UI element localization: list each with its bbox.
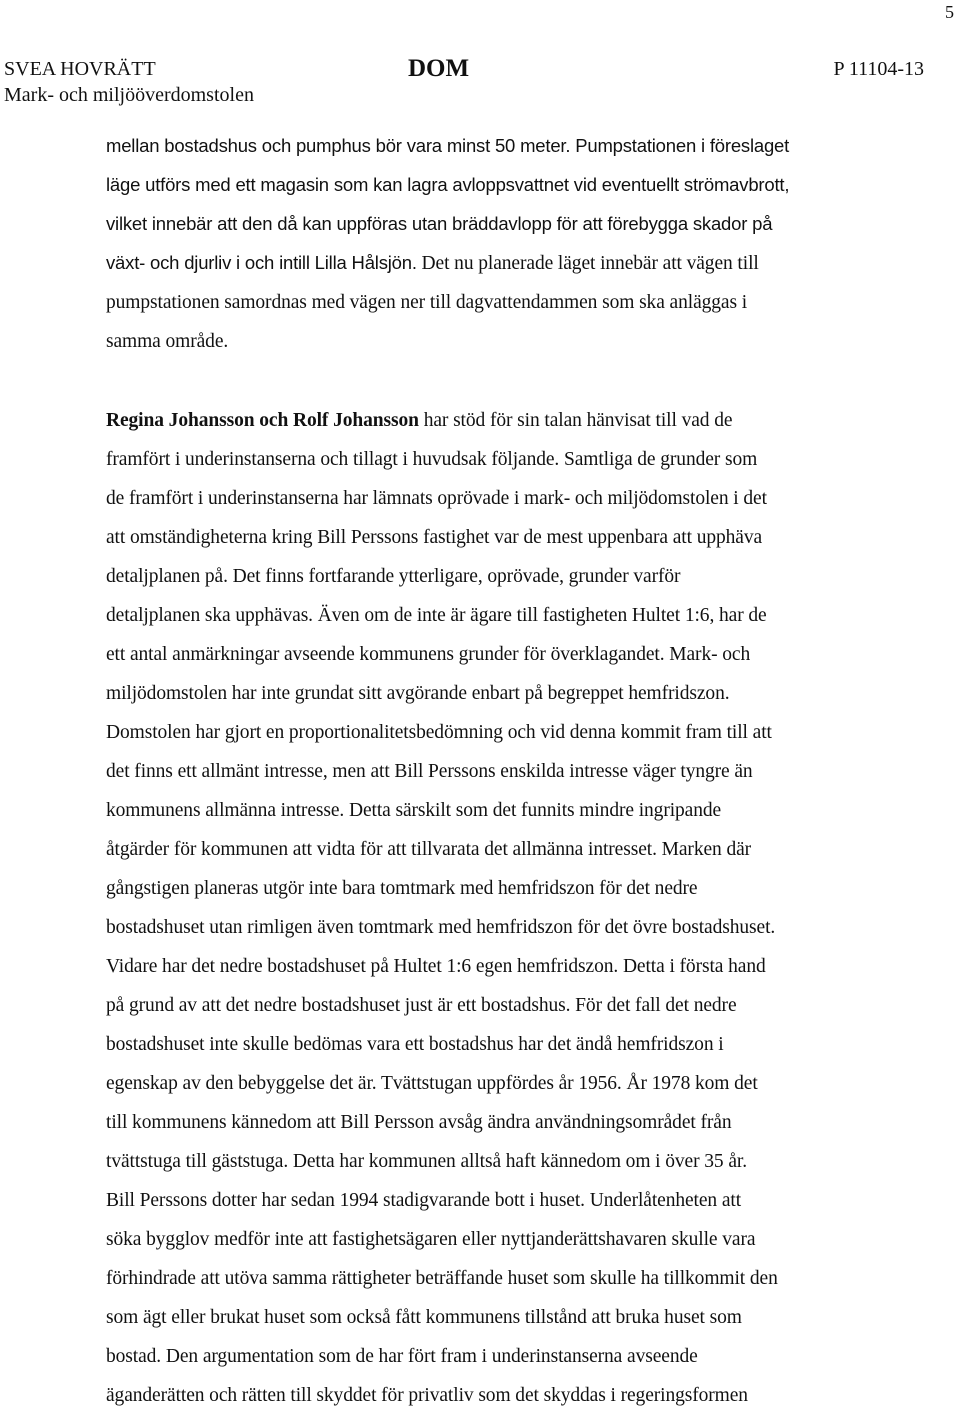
text-line: äganderätten och rätten till skyddet för privatliv som det skyddas i regeringsformen [106, 1385, 748, 1406]
text-line: tvättstuga till gäststuga. Detta har kommunen alltså haft kännedom om i över 35 år. [106, 1151, 748, 1172]
text-line: gångstigen planeras utgör inte bara tomtmark med hemfridszon för det nedre [106, 878, 698, 899]
text-line: samma område. [106, 331, 229, 352]
text-line: att omständigheterna kring Bill Perssons fastighet var de mest uppenbara att upphäva [106, 527, 763, 548]
text-line: vilket innebär att den då kan uppföras utan bräddavlopp för att förebygga skador på [106, 213, 773, 234]
court-name-block [4, 56, 254, 108]
text-line: Bill Perssons dotter har sedan 1994 stadigvarande bott i huset. Underlåtenheten att [106, 1190, 742, 1211]
text-line: mellan bostadshus och pumphus bör vara minst 50 meter. Pumpstationen i föreslaget [106, 135, 790, 156]
text-line: söka bygglov medför inte att fastighetsägaren eller nyttjanderättshavaren skulle vara [106, 1229, 756, 1250]
paragraph-johansson [106, 401, 906, 1415]
document-type: DOM [408, 55, 470, 82]
text-line: bostad. Den argumentation som de har fört fram i underinstanserna avseende [106, 1346, 698, 1367]
text-segment: Det nu planerade läget innebär att vägen till [416, 253, 759, 274]
text-line: det finns ett allmänt intresse, men att Bill Perssons enskilda intresse väger tyngre än [106, 761, 753, 782]
text-line: ett antal anmärkningar avseende kommunens grunder för överklagandet. Mark- och [106, 644, 751, 665]
case-number: P 11104-13 [833, 58, 924, 80]
text-line: miljödomstolen har inte grundat sitt avgörande enbart på begreppet hemfridszon. [106, 683, 730, 704]
page-number: 5 [945, 2, 954, 22]
text-line [106, 401, 906, 440]
text-line: bostadshuset utan rimligen även tomtmark med hemfridszon för det övre bostadshuset. [106, 917, 776, 938]
text-line: framfört i underinstanserna och tillagt i huvudsak följande. Samtliga de grunder som [106, 449, 758, 470]
text-line: åtgärder för kommunen att vidta för att tillvarata det allmänna intresset. Marken där [106, 839, 752, 860]
text-line: detaljplanen på. Det finns fortfarande ytterligare, oprövade, grunder varför [106, 566, 681, 587]
paragraph-pumpstation [106, 126, 906, 361]
text-line: kommunens allmänna intresse. Detta särskilt som det funnits mindre ingripande [106, 800, 722, 821]
text-line [106, 243, 906, 283]
text-line: Domstolen har gjort en proportionalitetsbedömning och vid denna kommit fram till att [106, 722, 772, 743]
text-line: läge utförs med ett magasin som kan lagra avloppsvattnet vid eventuellt strömavbrott, [106, 174, 790, 195]
text-line: till kommunens kännedom att Bill Persson avsåg ändra användningsområdet från [106, 1112, 732, 1133]
court-name: SVEA HOVRÄTT [4, 58, 156, 80]
text-line: pumpstationen samordnas med vägen ner till dagvattendammen som ska anläggas i [106, 292, 748, 313]
text-line: på grund av att det nedre bostadshuset just är ett bostadshus. För det fall det nedre [106, 995, 737, 1016]
text-line: egenskap av den bebyggelse det är. Tvättstugan uppfördes år 1956. År 1978 kom det [106, 1073, 758, 1094]
text-line: förhindrade att utöva samma rättigheter beträffande huset som skulle ha tillkommit den [106, 1268, 778, 1289]
text-line: bostadshuset inte skulle bedömas vara ett bostadshus har det ändå hemfridszon i [106, 1034, 724, 1055]
party-names: Regina Johansson och Rolf Johansson [106, 410, 419, 431]
text-line: Vidare har det nedre bostadshuset på Hultet 1:6 egen hemfridszon. Detta i första hand [106, 956, 766, 977]
text-segment: har stöd för sin talan hänvisat till vad de [418, 410, 733, 431]
text-line: som ägt eller brukat huset som också fått kommunens tillstånd att bruka huset som [106, 1307, 742, 1328]
text-segment: växt- och djurliv i och intill Lilla Hålsjön. [106, 252, 417, 273]
text-line: detaljplanen ska upphävas. Även om de inte är ägare till fastigheten Hultet 1:6, har de [106, 605, 767, 626]
court-division: Mark- och miljööverdomstolen [4, 84, 254, 106]
text-line: de framfört i underinstanserna har lämnats oprövade i mark- och miljödomstolen i det [106, 488, 767, 509]
